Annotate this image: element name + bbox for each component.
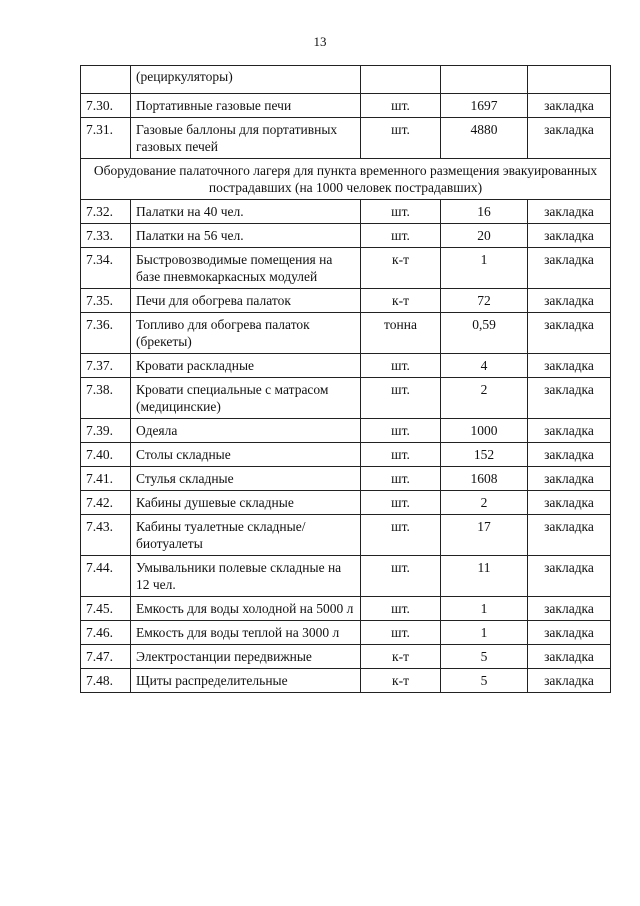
row-number-cell: 7.45. (81, 597, 131, 621)
row-quantity-cell: 4880 (441, 118, 528, 159)
row-unit-cell: шт. (361, 118, 441, 159)
row-quantity-cell: 2 (441, 491, 528, 515)
row-number-cell: 7.43. (81, 515, 131, 556)
row-name-cell: Стулья складные (131, 467, 361, 491)
row-quantity-cell: 16 (441, 200, 528, 224)
row-name-cell: Портативные газовые печи (131, 94, 361, 118)
row-name-cell: Электростанции передвижные (131, 645, 361, 669)
row-source-cell: закладка (528, 118, 611, 159)
table-row (81, 597, 611, 621)
table-row (81, 491, 611, 515)
row-unit-cell: шт. (361, 443, 441, 467)
row-source-cell: закладка (528, 597, 611, 621)
row-quantity-cell: 4 (441, 354, 528, 378)
row-source-cell: закладка (528, 443, 611, 467)
section-header-row (81, 159, 611, 200)
row-source-cell: закладка (528, 378, 611, 419)
row-unit-cell: шт. (361, 597, 441, 621)
row-unit-cell: шт. (361, 378, 441, 419)
row-source-cell: закладка (528, 313, 611, 354)
row-quantity-cell: 11 (441, 556, 528, 597)
row-name-cell: Одеяла (131, 419, 361, 443)
table-row (81, 94, 611, 118)
row-number-cell: 7.47. (81, 645, 131, 669)
row-name-cell: (рециркуляторы) (131, 66, 361, 94)
row-quantity-cell (441, 66, 528, 94)
row-name-cell: Печи для обогрева палаток (131, 289, 361, 313)
table-row (81, 467, 611, 491)
section-title: Оборудование палаточного лагеря для пункта временного размещения эвакуированных пострадавших (на 1000 человек пострадавших) (81, 159, 611, 200)
row-unit-cell: к-т (361, 248, 441, 289)
row-number-cell: 7.39. (81, 419, 131, 443)
row-source-cell: закладка (528, 556, 611, 597)
row-name-cell: Топливо для обогрева палаток (брекеты) (131, 313, 361, 354)
row-number-cell: 7.44. (81, 556, 131, 597)
row-quantity-cell: 1 (441, 597, 528, 621)
row-number-cell: 7.48. (81, 669, 131, 693)
row-number-cell (81, 66, 131, 94)
row-quantity-cell: 1 (441, 248, 528, 289)
row-source-cell (528, 66, 611, 94)
row-source-cell: закладка (528, 515, 611, 556)
row-number-cell: 7.37. (81, 354, 131, 378)
row-name-cell: Газовые баллоны для портативных газовых печей (131, 118, 361, 159)
row-quantity-cell: 1697 (441, 94, 528, 118)
row-source-cell: закладка (528, 621, 611, 645)
row-name-cell: Емкость для воды теплой на 3000 л (131, 621, 361, 645)
table-row (81, 621, 611, 645)
equipment-table (80, 65, 611, 693)
row-source-cell: закладка (528, 419, 611, 443)
row-unit-cell: шт. (361, 621, 441, 645)
table-row (81, 419, 611, 443)
row-name-cell: Кабины туалетные складные/биотуалеты (131, 515, 361, 556)
row-unit-cell: к-т (361, 645, 441, 669)
row-unit-cell: шт. (361, 200, 441, 224)
row-number-cell: 7.36. (81, 313, 131, 354)
table-row (81, 118, 611, 159)
row-quantity-cell: 2 (441, 378, 528, 419)
page-number: 13 (313, 34, 327, 49)
row-source-cell: закладка (528, 200, 611, 224)
row-name-cell: Кровати специальные с матрасом (медицинские) (131, 378, 361, 419)
table-row (81, 645, 611, 669)
row-unit-cell: шт. (361, 556, 441, 597)
row-unit-cell (361, 66, 441, 94)
row-quantity-cell: 5 (441, 645, 528, 669)
row-name-cell: Кровати раскладные (131, 354, 361, 378)
row-unit-cell: шт. (361, 419, 441, 443)
row-number-cell: 7.38. (81, 378, 131, 419)
row-unit-cell: к-т (361, 669, 441, 693)
table-row (81, 248, 611, 289)
row-number-cell: 7.33. (81, 224, 131, 248)
table-row (81, 200, 611, 224)
row-number-cell: 7.32. (81, 200, 131, 224)
row-number-cell: 7.40. (81, 443, 131, 467)
row-number-cell: 7.34. (81, 248, 131, 289)
row-unit-cell: шт. (361, 224, 441, 248)
row-source-cell: закладка (528, 645, 611, 669)
row-quantity-cell: 1000 (441, 419, 528, 443)
table-row (81, 669, 611, 693)
row-source-cell: закладка (528, 94, 611, 118)
row-quantity-cell: 20 (441, 224, 528, 248)
table-row (81, 224, 611, 248)
row-source-cell: закладка (528, 224, 611, 248)
row-quantity-cell: 72 (441, 289, 528, 313)
row-unit-cell: шт. (361, 354, 441, 378)
row-name-cell: Щиты распределительные (131, 669, 361, 693)
table-row (81, 515, 611, 556)
row-quantity-cell: 5 (441, 669, 528, 693)
row-source-cell: закладка (528, 491, 611, 515)
row-number-cell: 7.31. (81, 118, 131, 159)
row-unit-cell: тонна (361, 313, 441, 354)
row-name-cell: Быстровозводимые помещения на базе пневмокаркасных модулей (131, 248, 361, 289)
row-quantity-cell: 152 (441, 443, 528, 467)
row-number-cell: 7.46. (81, 621, 131, 645)
table-row (81, 556, 611, 597)
row-quantity-cell: 17 (441, 515, 528, 556)
table-row (81, 354, 611, 378)
row-source-cell: закладка (528, 669, 611, 693)
row-name-cell: Палатки на 56 чел. (131, 224, 361, 248)
table-row (81, 378, 611, 419)
row-number-cell: 7.41. (81, 467, 131, 491)
row-name-cell: Умывальники полевые складные на 12 чел. (131, 556, 361, 597)
row-source-cell: закладка (528, 289, 611, 313)
row-source-cell: закладка (528, 248, 611, 289)
row-quantity-cell: 1608 (441, 467, 528, 491)
row-unit-cell: шт. (361, 515, 441, 556)
row-number-cell: 7.42. (81, 491, 131, 515)
row-number-cell: 7.30. (81, 94, 131, 118)
row-source-cell: закладка (528, 467, 611, 491)
row-number-cell: 7.35. (81, 289, 131, 313)
row-name-cell: Емкость для воды холодной на 5000 л (131, 597, 361, 621)
table-row-continuation (81, 66, 611, 94)
row-unit-cell: шт. (361, 491, 441, 515)
row-source-cell: закладка (528, 354, 611, 378)
row-quantity-cell: 0,59 (441, 313, 528, 354)
row-unit-cell: шт. (361, 94, 441, 118)
row-unit-cell: шт. (361, 467, 441, 491)
row-unit-cell: к-т (361, 289, 441, 313)
table-row (81, 443, 611, 467)
row-name-cell: Столы складные (131, 443, 361, 467)
row-quantity-cell: 1 (441, 621, 528, 645)
row-name-cell: Палатки на 40 чел. (131, 200, 361, 224)
table-row (81, 289, 611, 313)
row-name-cell: Кабины душевые складные (131, 491, 361, 515)
table-row (81, 313, 611, 354)
